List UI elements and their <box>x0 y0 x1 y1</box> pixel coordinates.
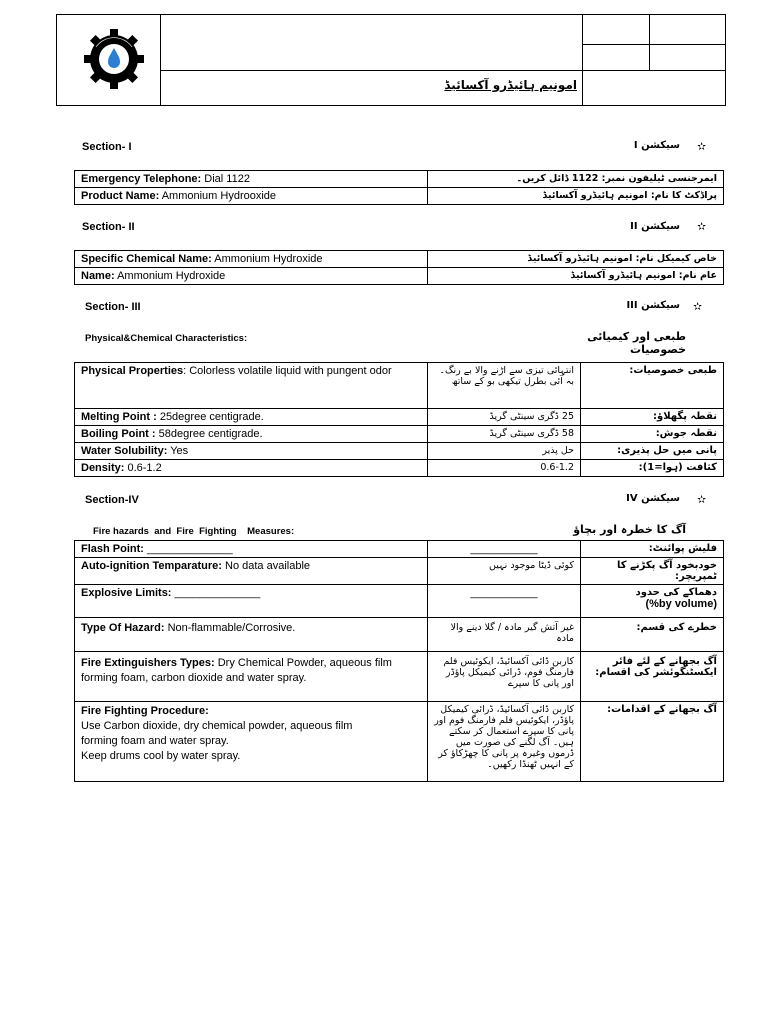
header-bottom-left <box>582 70 583 105</box>
flash-point-ur-label: فلیش پوائنٹ: <box>581 541 724 558</box>
section-4-subtitle: Fire hazards and Fire Fighting Measures: <box>93 526 295 537</box>
section-3-heading: Section- III <box>85 301 141 313</box>
star-icon: ✫ <box>697 220 707 233</box>
explosive-limits-cell: Explosive Limits: ______________ <box>75 585 428 618</box>
fire-extinguishers-ur-value: کاربن ڈائی آکسائیڈ، ایکوئیس فلم فارمنگ فوم، ڈرائی کیمیکل پاؤڈر اور پانی کا سپرے <box>428 652 581 702</box>
fire-fighting-procedure-ur-label: آگ بجھانے کے اقدامات: <box>581 702 724 782</box>
type-of-hazard-ur-value: غیر آتش گیر مادہ / گلا دینے والا مادہ <box>428 618 581 652</box>
density-ur-label: کثافت (ہوا=1): <box>581 460 724 477</box>
boiling-point-ur-value: 58 ڈگری سینٹی گریڈ <box>428 426 581 443</box>
type-of-hazard-cell: Type Of Hazard: Non-flammable/Corrosive. <box>75 618 428 652</box>
section-4-table <box>74 540 724 782</box>
melting-point-cell: Melting Point : 25degree centigrade. <box>75 409 428 426</box>
density-cell: Density: 0.6-1.2 <box>75 460 428 477</box>
section-4-heading-ur: سیکشن IV <box>626 493 680 504</box>
emergency-telephone-cell: Emergency Telephone: Dial 1122 <box>75 171 428 188</box>
specific-chemical-name-ur: خاص کیمیکل نام: امونیم ہائیڈرو آکسائیڈ <box>428 251 724 268</box>
type-of-hazard-ur-label: خطرے کی قسم: <box>581 618 724 652</box>
auto-ignition-ur-value: کوئی ڈیٹا موجود نہیں <box>428 558 581 585</box>
water-solubility-cell: Water Solubility: Yes <box>75 443 428 460</box>
boiling-point-cell: Boiling Point : 58degree centigrade. <box>75 426 428 443</box>
fire-fighting-procedure-ur-value: کاربن ڈائی آکسائیڈ، ڈرائی کیمیکل پاؤڈر، ایکوئیس فلم فارمنگ فوم اور پانی کا سپرے استعمال کر سکتے ہیں۔ آگ لگنے کی صورت میں ڈرموں وغیرہ پر پانی کا چھڑکاؤ کر کے انہیں ٹھنڈا رکھیں۔ <box>428 702 581 782</box>
fire-fighting-procedure-cell: Fire Fighting Procedure: Use Carbon dioxide, dry chemical powder, aqueous film forming foam and water spray. Keep drums cool by water spray. <box>75 702 428 782</box>
header-right-grid <box>582 15 726 71</box>
section-1-heading-ur: سیکشن I <box>633 140 680 151</box>
section-4-subtitle-ur: آگ کا خطرہ اور بچاؤ <box>573 523 686 536</box>
company-logo-icon <box>82 27 146 91</box>
star-icon: ✫ <box>693 300 703 313</box>
fire-extinguishers-ur-label: آگ بجھانے کے لئے فائر ایکسٹنگوئشر کی اقسام: <box>581 652 724 702</box>
emergency-telephone-ur: ایمرجنسی ٹیلیفون نمبر: 1122 ڈائل کریں۔ <box>428 171 724 188</box>
physical-properties-ur-value: انتہائی تیزی سے اڑنے والا بے رنگ۔ بہ آئی بطرل تیکھی بو کے ساتھ <box>428 363 581 409</box>
flash-point-cell: Flash Point: ______________ <box>75 541 428 558</box>
specific-chemical-name-cell: Specific Chemical Name: Ammonium Hydroxide <box>75 251 428 268</box>
water-solubility-ur-label: پانی میں حل پذیری: <box>581 443 724 460</box>
document-header <box>56 14 726 106</box>
section-3-heading-ur: سیکشن III <box>626 300 680 311</box>
physical-properties-cell: Physical Properties: Colorless volatile liquid with pungent odor <box>75 363 428 409</box>
flash-point-ur-value: ___________ <box>428 541 581 558</box>
logo-cell <box>57 15 161 105</box>
section-2-table <box>74 250 724 285</box>
physical-properties-ur-label: طبعی خصوصیات: <box>581 363 724 409</box>
auto-ignition-ur-label: خودبخود آگ پکڑنے کا ٹمپریچر: <box>581 558 724 585</box>
explosive-limits-ur-value: ___________ <box>428 585 581 618</box>
product-name-cell: Product Name: Ammonium Hydrooxide <box>75 188 428 205</box>
boiling-point-ur-label: نقطہ جوش: <box>581 426 724 443</box>
common-name-ur: عام نام: امونیم ہائیڈرو آکسائیڈ <box>428 268 724 285</box>
section-3-subtitle: Physical&Chemical Characteristics: <box>85 333 248 344</box>
star-icon: ✫ <box>697 140 707 153</box>
section-2-heading-ur: سیکشن II <box>630 221 680 232</box>
star-icon: ✫ <box>697 493 707 506</box>
section-3-table <box>74 362 724 477</box>
common-name-cell: Name: Ammonium Hydroxide <box>75 268 428 285</box>
header-top-middle <box>160 15 582 71</box>
melting-point-ur-value: 25 ڈگری سینٹی گریڈ <box>428 409 581 426</box>
density-ur-value: 0.6-1.2 <box>428 460 581 477</box>
product-name-ur: پراڈکٹ کا نام: امونیم ہائیڈرو آکسائیڈ <box>428 188 724 205</box>
fire-extinguishers-cell: Fire Extinguishers Types: Dry Chemical Powder, aqueous film forming foam, carbon dioxide and water spray. <box>75 652 428 702</box>
water-solubility-ur-value: حل پذیر <box>428 443 581 460</box>
section-1-table <box>74 170 724 205</box>
document-title: امونیم ہائیڈرو آکسائیڈ <box>444 78 577 92</box>
auto-ignition-cell: Auto-ignition Temparature: No data available <box>75 558 428 585</box>
section-2-heading: Section- II <box>82 221 135 233</box>
section-1-heading: Section- I <box>82 141 132 153</box>
explosive-limits-ur-label: دھماکے کی حدود (%by volume) <box>581 585 724 618</box>
section-3-subtitle-ur: طبعی اور کیمیائی خصوصیات <box>587 330 686 356</box>
melting-point-ur-label: نقطہ پگھلاؤ: <box>581 409 724 426</box>
section-4-heading: Section-IV <box>85 494 139 506</box>
